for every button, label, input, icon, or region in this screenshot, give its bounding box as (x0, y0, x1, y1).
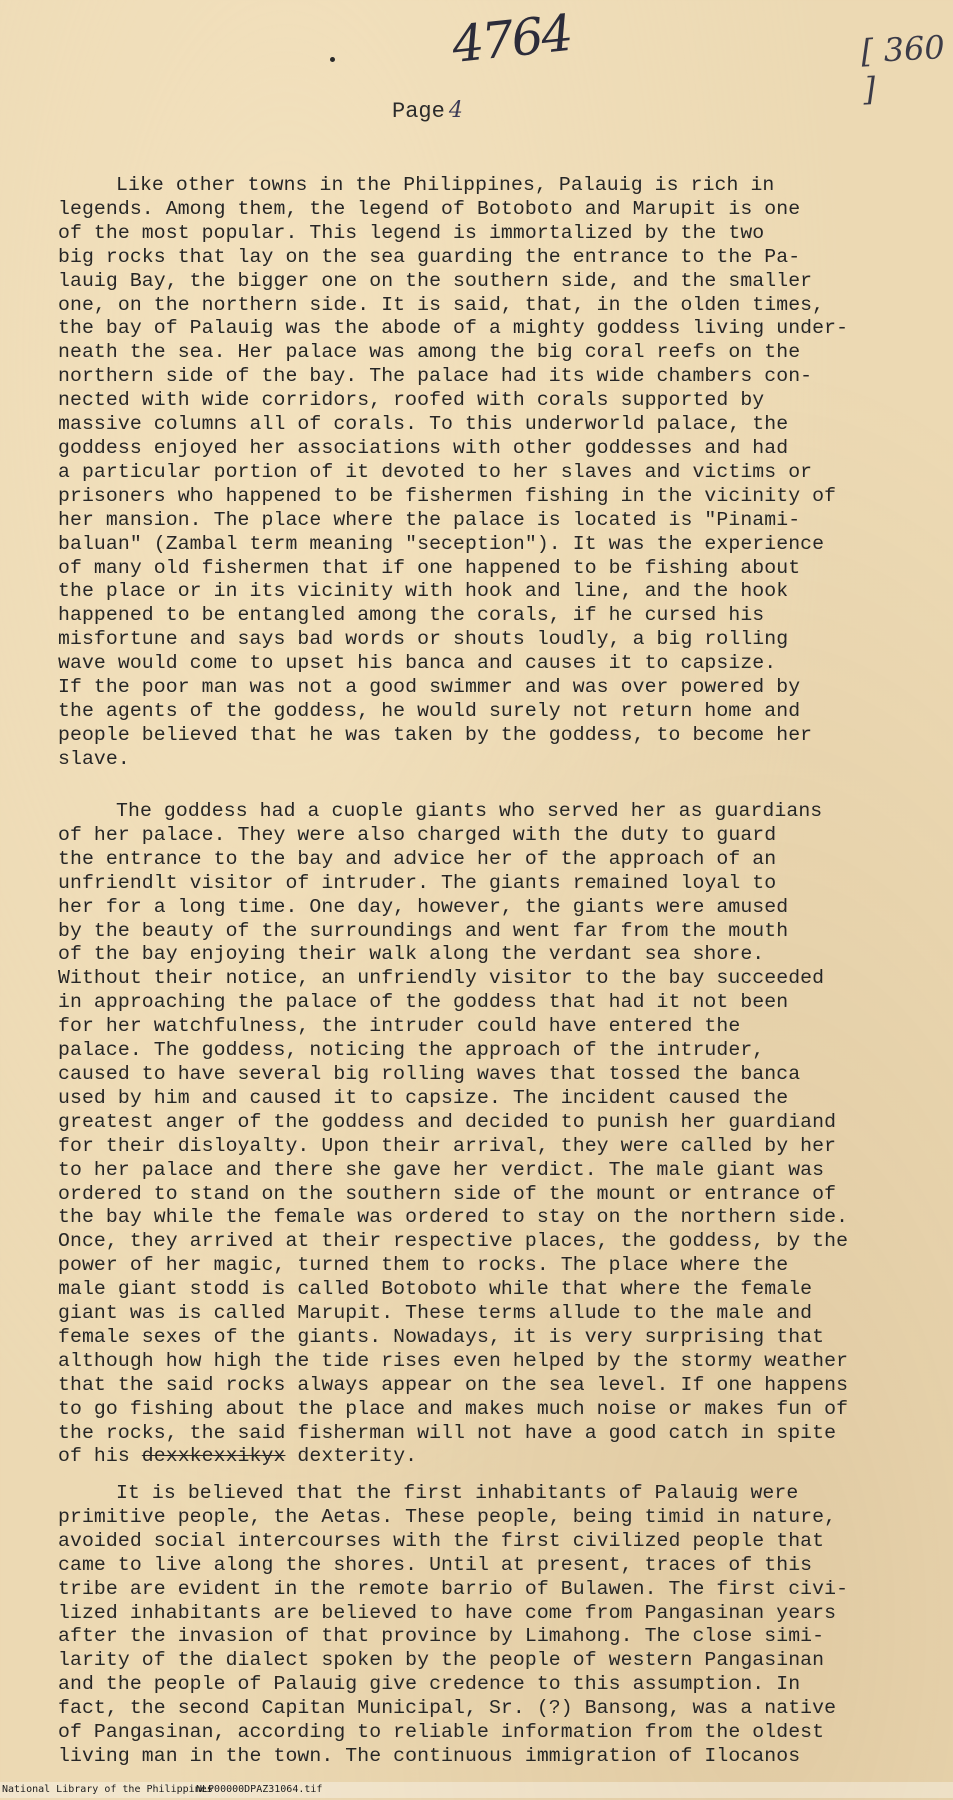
text-line: If the poor man was not a good swimmer and was over powered by (58, 676, 801, 699)
text-line: came to live along the shores. Until at present, traces of this (58, 1553, 813, 1576)
text-line: the entrance to the bay and advice her of the approach of an (58, 847, 777, 870)
text-line: lauig Bay, the bigger one on the southern side, and the smaller (58, 269, 813, 292)
text-line: the bay of Palauig was the abode of a mighty goddess living under- (58, 317, 849, 340)
text-line: although how high the tide rises even helped by the stormy weather (58, 1349, 849, 1372)
text-line: big rocks that lay on the sea guarding the entrance to the Pa- (58, 245, 801, 268)
text-line: of the most popular. This legend is immortalized by the two (58, 221, 765, 244)
paragraph-legend-intro (58, 174, 908, 772)
text-line: of many old fishermen that if one happened to be fishing about (58, 556, 801, 579)
struck-out-word: dexxkexxikyx (141, 1445, 286, 1468)
handwritten-catalog-number: 4764 (449, 3, 574, 75)
text-line: one, on the northern side. It is said, that, in the olden times, (58, 293, 825, 316)
text-line: for their disloyalty. Upon their arrival, they were called by her (58, 1134, 837, 1157)
text-line: in approaching the palace of the goddess that had it not been (58, 991, 789, 1014)
text-line: used by him and caused it to capsize. The incident caused the (58, 1086, 789, 1109)
text-line: the agents of the goddess, he would surely not return home and (58, 699, 801, 722)
paragraph-giants (58, 800, 908, 1469)
text-line: of the bay enjoying their walk along the verdant sea shore. (58, 943, 765, 966)
text-line: her mansion. The place where the palace is located is "Pinami- (58, 508, 801, 531)
text-line: the bay while the female was ordered to stay on the northern side. (58, 1206, 849, 1229)
text-line: prisoners who happened to be fishermen fishing in the vicinity of (58, 484, 837, 507)
text-line: people believed that he was taken by the goddess, to become her (58, 723, 813, 746)
text-line: It is believed that the first inhabitants of Palauig were (116, 1482, 799, 1504)
text-line: caused to have several big rolling waves that tossed the banca (58, 1062, 801, 1085)
final-line-prefix: of his (58, 1445, 142, 1468)
text-line: the place or in its vicinity with hook and line, and the hook (58, 580, 789, 603)
text-line: massive columns all of corals. To this underworld palace, the (58, 413, 789, 436)
text-line: living man in the town. The continuous immigration of Ilocanos (58, 1744, 801, 1767)
text-line: tribe are evident in the remote barrio of Bulawen. The first civi- (58, 1577, 849, 1600)
text-line: giant was is called Marupit. These terms allude to the male and (58, 1302, 813, 1325)
text-line: misfortune and says bad words or shouts loudly, a big rolling (58, 628, 789, 651)
text-line: happened to be entangled among the corals, if he cursed his (58, 604, 765, 627)
text-line: Without their notice, an unfriendly visitor to the bay succeeded (58, 967, 825, 990)
text-line: baluan" (Zambal term meaning "seception"). It was the experience (58, 532, 825, 555)
text-line: of Pangasinan, according to reliable information from the oldest (58, 1721, 825, 1744)
text-line: lized inhabitants are believed to have come from Pangasinan years (58, 1601, 837, 1624)
handwritten-folio-number: [ 360 ] (860, 28, 946, 109)
text-line: larity of the dialect spoken by the people of western Pangasinan (58, 1649, 825, 1672)
text-line: palace. The goddess, noticing the approach of the intruder, (58, 1039, 765, 1062)
scan-footer (0, 1782, 953, 1798)
text-line: power of her magic, turned them to rocks. The place where the (58, 1254, 789, 1277)
text-line-final (58, 1445, 908, 1469)
text-line: for her watchfulness, the intruder could have entered the (58, 1015, 741, 1038)
page-heading (392, 98, 463, 124)
text-line: The goddess had a cuople giants who served her as guardians (116, 800, 823, 822)
text-line: a particular portion of it devoted to her slaves and victims or (58, 460, 813, 483)
text-line: by the beauty of the surroundings and went far from the mouth (58, 919, 789, 942)
text-line: greatest anger of the goddess and decided to punish her guardiand (58, 1110, 837, 1133)
ink-dot (330, 57, 335, 62)
text-line: nected with wide corridors, roofed with corals supported by (58, 389, 765, 412)
text-line: female sexes of the giants. Nowadays, it is very surprising that (58, 1325, 825, 1348)
text-line: avoided social intercourses with the first civilized people that (58, 1529, 825, 1552)
text-line: primitive people, the Aetas. These people, being timid in nature, (58, 1505, 837, 1528)
text-line: the rocks, the said fisherman will not have a good catch in spite (58, 1421, 837, 1444)
text-line: ordered to stand on the southern side of the mount or entrance of (58, 1182, 837, 1205)
text-line: to her palace and there she gave her verdict. The male giant was (58, 1158, 825, 1181)
text-line: to go fishing about the place and makes much noise or makes fun of (58, 1397, 849, 1420)
text-line: slave. (58, 747, 130, 770)
final-line-suffix: dexterity. (285, 1445, 418, 1468)
page-label-text: Page (392, 99, 445, 124)
text-line: Once, they arrived at their respective places, the goddess, by the (58, 1230, 849, 1253)
text-line: and the people of Palauig give credence to this assumption. In (58, 1673, 801, 1696)
text-line: after the invasion of that province by Limahong. The close simi- (58, 1625, 825, 1648)
footer-library-name: National Library of the Philippines (2, 1784, 213, 1795)
text-line: goddess enjoyed her associations with other goddesses and had (58, 436, 789, 459)
footer-file-name: NLP00000DPAZ31064.tif (196, 1784, 323, 1795)
text-line: unfriendlt visitor of intruder. The giants remained loyal to (58, 871, 777, 894)
paragraph-first-inhabitants (58, 1482, 908, 1769)
text-line: fact, the second Capitan Municipal, Sr. (?) Bansong, was a native (58, 1697, 837, 1720)
text-line: Like other towns in the Philippines, Palauig is rich in (116, 174, 775, 196)
text-line: of her palace. They were also charged with the duty to guard (58, 823, 777, 846)
text-line: male giant stodd is called Botoboto while that where the female (58, 1278, 813, 1301)
text-line: her for a long time. One day, however, the giants were amused (58, 895, 789, 918)
text-line: wave would come to upset his banca and causes it to capsize. (58, 652, 777, 675)
text-line: legends. Among them, the legend of Botoboto and Marupit is one (58, 197, 801, 220)
text-line: northern side of the bay. The palace had its wide chambers con- (58, 365, 813, 388)
text-line: that the said rocks always appear on the sea level. If one happens (58, 1373, 849, 1396)
handwritten-page-number: 4 (448, 98, 463, 123)
text-line: neath the sea. Her palace was among the big coral reefs on the (58, 341, 801, 364)
